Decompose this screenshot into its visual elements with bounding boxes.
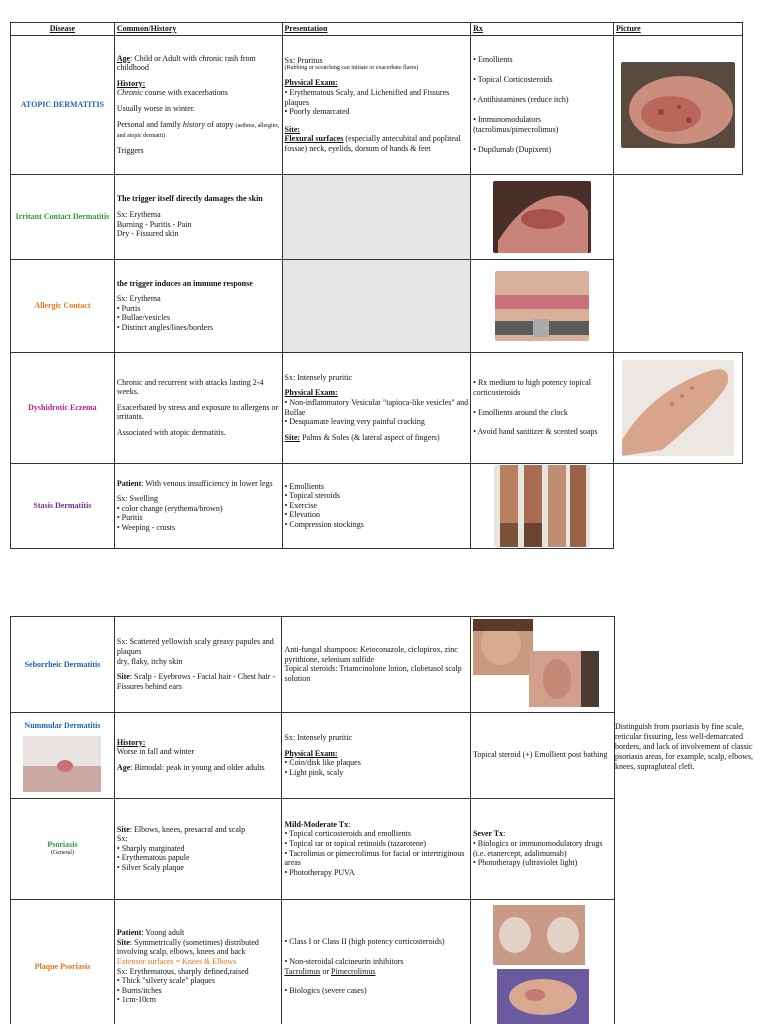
header-presentation: Presentation — [282, 23, 471, 36]
stasis-picture-cell — [471, 463, 614, 548]
plaque-history: Patient: Young adult Site: Symmetrically (sometimes) distributed involving scalp, elbows, knees and back Extensor surfaces = Knees & Elbows Sx: Erythematous, sharply defined,raised • Thick "silvery scale" plaques • Burns/itches • 1cm-10cm — [114, 899, 282, 1024]
seborrheic-picture-cell — [470, 617, 614, 713]
row-nummular — [11, 712, 615, 798]
irritant-hand-photo — [493, 181, 591, 253]
stasis-presentation: • Emollients • Topical steroids • Exercise • Elevation • Compression stockings — [282, 463, 471, 548]
dyshidrotic-history: Chronic and recurrent with attacks lasting 2-4 weeks. Exacerbated by stress and exposure to allergens or irritants. Associated with atopic dermatitis. — [114, 352, 282, 463]
disease-stasis: Stasis Dermatitis — [11, 463, 115, 548]
row-seborrheic — [11, 617, 615, 713]
eczema-table — [10, 22, 743, 549]
seborrheic-presentation: Anti-fungal shampoos: Ketoconazole, ciclopirox, zinc pyrithione, selenium sulfide Topical steroids: Triamcinolone lotion, clobetasol scalp solution — [282, 617, 471, 713]
allergic-picture-cell — [471, 259, 614, 352]
stasis-legs-photo — [494, 465, 590, 547]
allergic-belt-photo — [495, 271, 589, 341]
irritant-presentation-empty — [282, 174, 471, 259]
plaque-knees-photo — [471, 901, 613, 1024]
disease-dyshidrotic: Dyshidrotic Eczema — [11, 352, 115, 463]
disease-irritant: Irritant Contact Dermatitis — [11, 174, 115, 259]
atopic-presentation: Sx: Pruritus (Rubbing or scratching can initiate or exacerbate flares) Physical Exam: • Erythematous Scaly, and Lichenified and Fissures plaques • Poorly demarcated Site: Flexural surfaces (especially antecubital and popliteal fossae) neck, eyelids, dorsum of hands & feet — [282, 35, 471, 174]
nummular-history: History: Worse in fall and winter Age: Bimodal: peak in young and older adults — [114, 712, 282, 798]
nummular-rx: Topical steroid (+) Emollient post bathing — [470, 712, 614, 798]
header-disease: Disease — [11, 23, 115, 36]
atopic-history: Age: Child or Adult with chronic rash from childhood History: Chronic course with exacerbations Usually worse in winter. Personal and family history of atopy (asthma, allergies, and atopic dermatit) Triggers — [114, 35, 282, 174]
row-plaque — [11, 899, 615, 1024]
header-rx: Rx — [471, 23, 614, 36]
plaque-presentation: • Class I or Class II (high potency corticosteroids) • Non-steroidal calcineurin inhibitors Tacrolimus or Pimecrolimus • Biologics (severe cases) — [282, 899, 471, 1024]
irritant-history: The trigger itself directly damages the skin Sx: Erythema Burning - Puritis - Pain Dry - Fissured skin — [114, 174, 282, 259]
allergic-history: the trigger induces an immune response Sx: Erythema • Purtis • Bullae/vesicles • Distinct angles/lines/borders — [114, 259, 282, 352]
psoriasis-table — [10, 616, 615, 1024]
atopic-rx: • Emollients • Topical Corticosteroids • Antihistamines (reduce itch) • Immunomodulators (tacrolimus/pimecrolimus) • Dupilumab (Dupixent) — [471, 35, 614, 174]
header-row — [11, 23, 743, 36]
seborrheic-face-ear-photo — [471, 617, 613, 709]
disease-allergic: Allergic Contact — [11, 259, 115, 352]
psoriasis-presentation: Mild-Moderate Tx: • Topical corticosteroids and emollients • Topical tar or topical retinoids (tazarotene) • Tacrolimus or pimecrolimus for facial or intertriginous areas • Phototherapy PUVA — [282, 798, 471, 899]
nummular-coin-photo — [23, 736, 101, 792]
dyshidrotic-finger-photo — [622, 360, 734, 456]
row-allergic — [11, 259, 743, 352]
nummular-presentation: Sx: Intensely pruritic Physical Exam: • Coin/disk like plaques • Light pink, scaly — [282, 712, 471, 798]
disease-atopic: ATOPIC DERMATITIS — [11, 35, 115, 174]
stasis-history: Patient: With venous insufficiency in lower legs Sx: Swelling • color change (erythema/brown) • Puritis • Weeping - crusts — [114, 463, 282, 548]
row-dyshidrotic — [11, 352, 743, 463]
disease-plaque: Plaque Psoriasis — [11, 899, 115, 1024]
header-picture: Picture — [614, 23, 743, 36]
psoriasis-general-label: (General) — [50, 849, 74, 856]
seborrheic-history: Sx: Scattered yellowish scaly greasy papules and plaques dry, flaky, itchy skin Site: Scalp - Eyebrows - Facial hair - Chest hair - Fissures behind ears — [114, 617, 282, 713]
atopic-picture-cell — [614, 35, 743, 174]
disease-psoriasis: Psoriasis — [47, 840, 78, 850]
atopic-skin-photo — [621, 62, 735, 148]
disease-nummular-cell — [11, 712, 115, 798]
header-history: Common/History — [114, 23, 282, 36]
dyshidrotic-picture-cell — [614, 352, 743, 463]
row-atopic — [11, 35, 743, 174]
allergic-presentation-empty — [282, 259, 471, 352]
disease-seborrheic: Seborrheic Dermatitis — [11, 617, 115, 713]
disease-psoriasis-cell — [11, 798, 115, 899]
psoriasis-history: Site: Elbows, knees, presacral and scalp Sx: • Sharply marginated • Erythematous papule • Silver Scaly plaque — [114, 798, 282, 899]
disease-nummular: Nummular Dermatitis — [24, 720, 101, 730]
nummular-side-note: Distinguish from psoriasis by fine scale, reticular fissuring, less well-demarcated borders, and lack of involvement of classic psoriasis areas, for example, scalp, elbows, knees, supragluteal cleft. — [615, 722, 753, 771]
plaque-picture-cell — [470, 899, 614, 1024]
row-irritant — [11, 174, 743, 259]
irritant-picture-cell — [471, 174, 614, 259]
psoriasis-rx: Sever Tx: • Biologics or immunomodulatory drugs (i.e. etanercept, adalimumab) • Phototherapy (ultraviolet light) — [470, 798, 614, 899]
row-stasis — [11, 463, 743, 548]
dyshidrotic-rx: • Rx medium to high potency topical corticosteroids • Emollients around the clock • Avoid hand sanitizer & scented soaps — [471, 352, 614, 463]
row-psoriasis — [11, 798, 615, 899]
dyshidrotic-presentation: Sx: Intensely pruritic Physical Exam: • Non-inflammatory Vesicular "tapioca-like vesicles" and Bullae • Desquamate leaving very painful cracking Site: Palms & Soles (& lateral aspect of fingers) — [282, 352, 471, 463]
